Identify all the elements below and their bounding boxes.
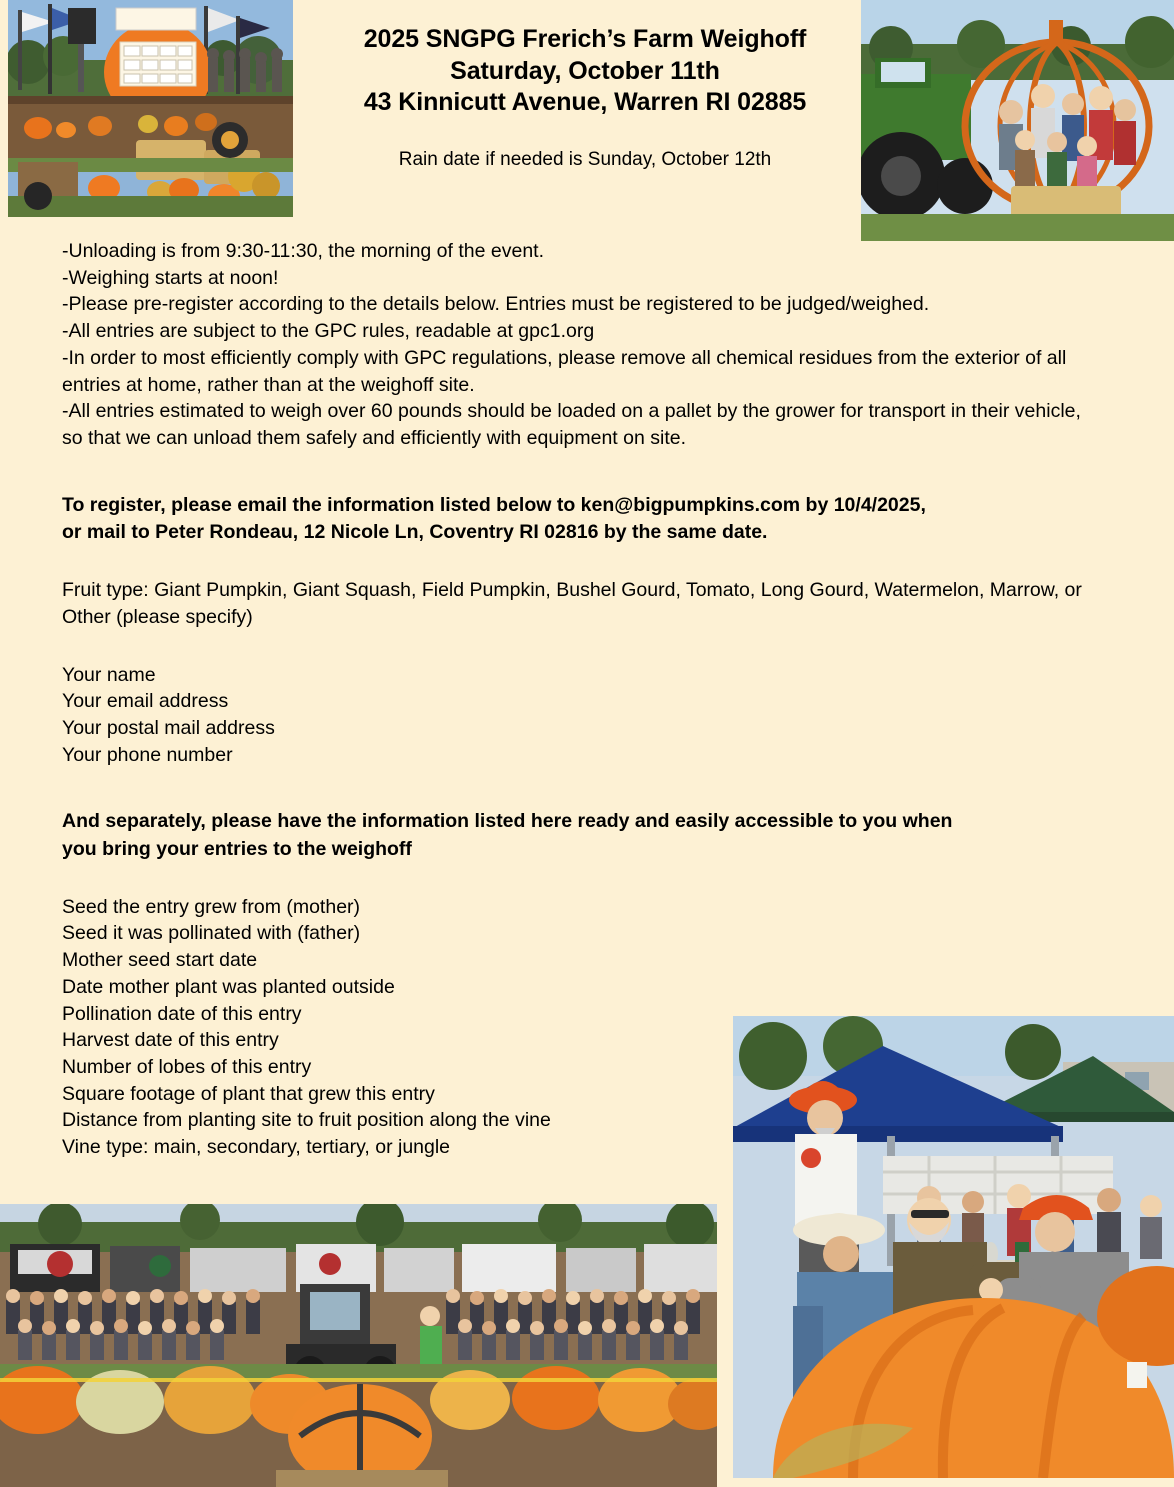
detail-square-footage: Square footage of plant that grew this entry: [62, 1082, 435, 1105]
detail-number-of-lobes: Number of lobes of this entry: [62, 1056, 312, 1078]
growers-with-giant-pumpkin-under-tent-photo: [733, 1016, 1174, 1478]
field-your-name: Your name: [62, 663, 156, 686]
detail-harvest-date: Harvest date of this entry: [62, 1029, 279, 1052]
spacer: [62, 452, 1102, 492]
bullet-pallet: -All entries estimated to weigh over 60 pounds should be loaded on a pallet by the grower for transport in their vehicle, so that we can unload them safely and efficiently with equipment on site.: [62, 400, 1081, 449]
detail-pollination-date: Pollination date of this entry: [62, 1002, 302, 1025]
separate-info-notice: [62, 808, 1102, 863]
separate-notice-line-2: you bring your entries to the weighoff: [62, 838, 412, 861]
registration-notice: [62, 492, 1102, 547]
spacer: [62, 768, 1102, 808]
event-title-block: [300, 24, 870, 171]
bullet-weighing: -Weighing starts at noon!: [62, 266, 279, 289]
fruit-type-text: Fruit type: Giant Pumpkin, Giant Squash, Field Pumpkin, Bushel Gourd, Tomato, Long Gourd, Watermelon, Marrow, or Other (please specify): [62, 579, 1082, 629]
spacer: [62, 632, 1102, 662]
rain-date-subtitle: Rain date if needed is Sunday, October 12th: [398, 148, 772, 170]
registration-notice-line-1: To register, please email the information listed below to ken@bigpumpkins.com by 10/4/2025,: [62, 493, 926, 516]
detail-mother-seed: Seed the entry grew from (mother): [62, 895, 361, 918]
field-your-email: Your email address: [62, 690, 229, 713]
bullet-chemical-residue: -In order to most efficiently comply with GPC regulations, please remove all chemical residues from the exterior of all entries at home, rather than at the weighoff site.: [62, 346, 1067, 396]
detail-planted-outside-date: Date mother plant was planted outside: [62, 975, 395, 998]
fruit-type-list: [62, 577, 1102, 632]
spacer: [62, 547, 1102, 577]
field-your-postal-address: Your postal mail address: [62, 717, 275, 739]
bullet-unloading: -Unloading is from 9:30-11:30, the morning of the event.: [62, 240, 544, 262]
detail-distance-from-planting-site: Distance from planting site to fruit position along the vine: [62, 1109, 551, 1132]
document-header: [0, 0, 1174, 240]
detail-father-seed: Seed it was pollinated with (father): [62, 922, 361, 945]
registration-fields-list: [62, 662, 1102, 769]
bullet-preregister: -Please pre-register according to the details below. Entries must be registered to be judged/weighed.: [62, 293, 930, 316]
bullet-gpc-rules: -All entries are subject to the GPC rules, readable at gpc1.org: [62, 320, 595, 343]
pumpkin-shaped-hay-ride-wagon-photo: [861, 0, 1174, 241]
detail-mother-start-date: Mother seed start date: [62, 949, 258, 972]
separate-notice-line-1: And separately, please have the information listed here ready and easily accessible to you when: [62, 810, 953, 833]
pumpkin-weighoff-crowd-field-photo: [0, 1204, 717, 1487]
detail-vine-type: Vine type: main, secondary, tertiary, or jungle: [62, 1136, 451, 1159]
title-line-1: 2025 SNGPG Frerich’s Farm Weighoff: [363, 25, 807, 53]
title-line-3: 43 Kinnicutt Avenue, Warren RI 02885: [363, 88, 807, 116]
event-logistics-list: [62, 238, 1102, 452]
parade-float-with-pumpkin-sign-photo: [8, 0, 293, 217]
title-line-2: Saturday, October 11th: [450, 56, 720, 85]
registration-notice-line-2: or mail to Peter Rondeau, 12 Nicole Ln, Coventry RI 02816 by the same date.: [62, 521, 768, 544]
field-your-phone: Your phone number: [62, 743, 233, 766]
spacer: [62, 864, 1102, 894]
